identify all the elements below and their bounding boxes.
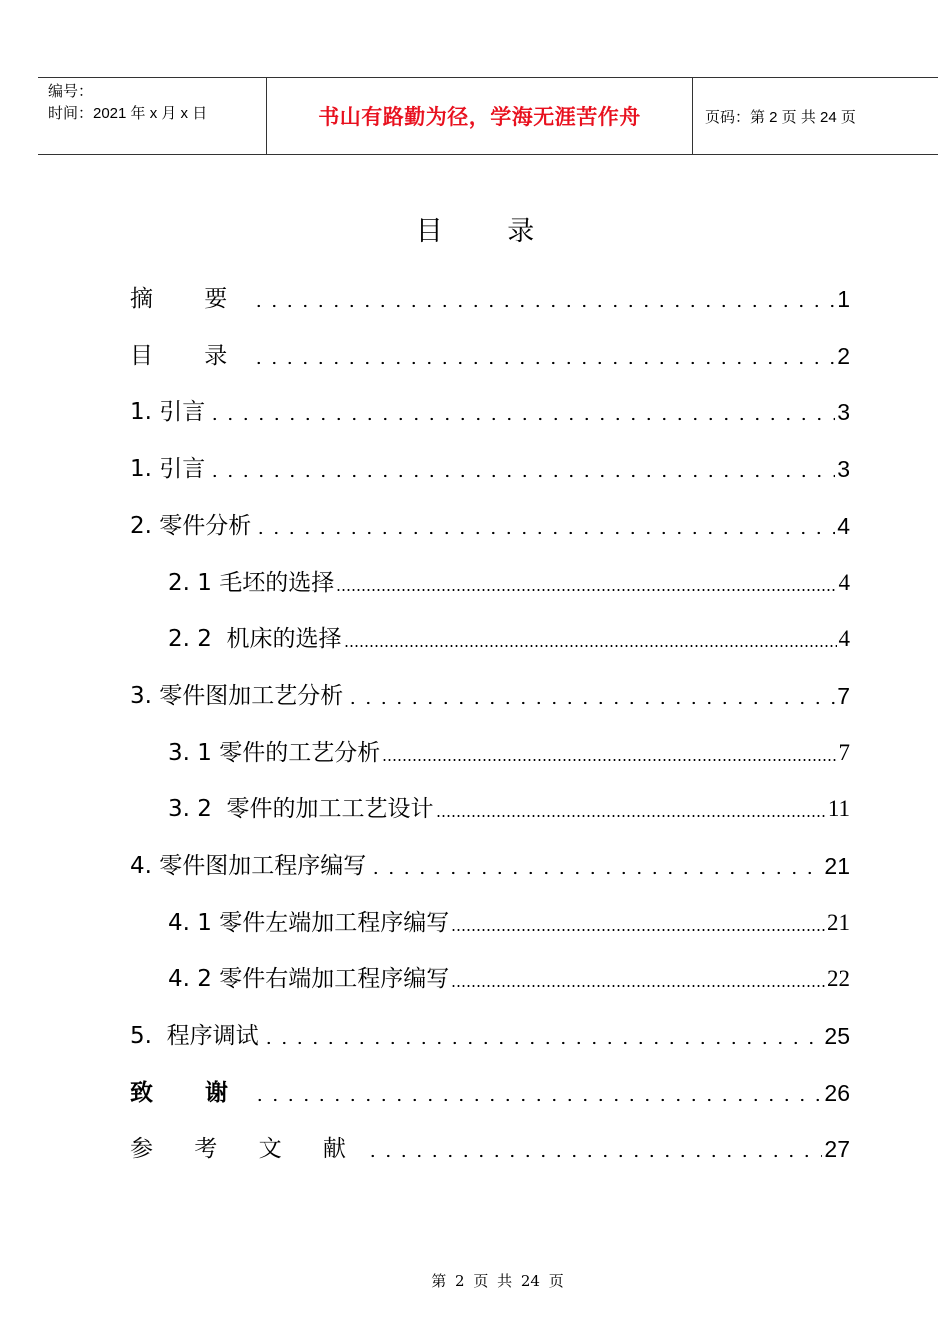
toc-dot-leader — [251, 361, 835, 365]
toc-entry-page: 4 — [838, 626, 850, 651]
toc-entry-label: 致 谢 — [130, 1080, 251, 1106]
toc-dot-leader — [365, 1154, 822, 1158]
toc-dot-leader — [336, 588, 836, 592]
header-meta — [38, 78, 267, 154]
toc-entry-label: 目 录 — [130, 343, 250, 369]
toc-dot-leader — [252, 1098, 822, 1102]
toc-entry-label: 摘 要 — [130, 286, 250, 312]
toc-entry-label: 3. 2 零件的加工工艺设计 — [168, 796, 434, 822]
toc-entry-blank-selection[interactable] — [168, 564, 850, 598]
page-footer: 第 2 页 共 24 页 — [431, 1272, 564, 1290]
toc-entry-contents[interactable] — [130, 337, 850, 371]
toc-entry-label: 2. 2 机床的选择 — [168, 626, 342, 652]
toc-entry-abstract[interactable] — [130, 280, 850, 314]
toc-dot-leader — [251, 304, 835, 308]
toc-dot-leader — [451, 984, 825, 988]
toc-dot-leader — [261, 1041, 823, 1045]
toc-entry-label: 3. 零件图加工艺分析 — [130, 683, 344, 709]
toc-entry-page: 27 — [824, 1136, 850, 1162]
toc-entry-process-analysis[interactable] — [130, 677, 850, 711]
toc-entry-page: 7 — [838, 740, 850, 765]
toc-dot-leader — [207, 417, 835, 421]
toc-entry-page: 3 — [837, 456, 850, 482]
toc-title: 目 录 — [415, 216, 563, 247]
document-number-label: 编号： — [48, 83, 94, 100]
toc-entry-page: 25 — [824, 1023, 850, 1049]
toc-entry-page: 26 — [824, 1080, 850, 1106]
toc-entry-right-end-programming[interactable] — [168, 960, 850, 994]
toc-entry-label: 4. 零件图加工程序编写 — [130, 853, 367, 879]
toc-entry-page: 11 — [827, 796, 850, 821]
toc-dot-leader — [368, 871, 822, 875]
toc-dot-leader — [436, 814, 826, 818]
toc-entry-acknowledgements[interactable] — [130, 1074, 850, 1108]
toc-entry-part-analysis[interactable] — [130, 507, 850, 541]
toc-entry-label: 2. 零件分析 — [130, 513, 252, 539]
toc-dot-leader — [345, 701, 835, 705]
toc-dot-leader — [253, 531, 835, 535]
page-header — [38, 77, 938, 155]
toc-entry-page: 4 — [838, 570, 850, 595]
toc-dot-leader — [344, 644, 837, 648]
toc-entry-label: 2. 1 毛坯的选择 — [168, 570, 335, 596]
toc-entry-page: 1 — [837, 286, 850, 312]
header-motto: 书山有路勤为径，学海无涯苦作舟 — [267, 78, 693, 154]
toc-entry-process-design[interactable] — [168, 790, 850, 824]
toc-entry-introduction-duplicate[interactable] — [130, 450, 850, 484]
toc-entry-page: 2 — [837, 343, 850, 369]
toc-entry-page: 21 — [824, 853, 850, 879]
toc-dot-leader — [451, 928, 825, 932]
toc-entry-label: 参 考 文 献 — [130, 1136, 363, 1162]
toc-dot-leader — [207, 474, 835, 478]
toc-entry-machine-selection[interactable] — [168, 620, 850, 654]
toc-entry-programming[interactable] — [130, 847, 850, 881]
toc-entry-left-end-programming[interactable] — [168, 904, 850, 938]
toc-entry-label: 1. 引言 — [130, 399, 206, 425]
toc-entry-label: 3. 1 零件的工艺分析 — [168, 740, 381, 766]
toc-entry-program-debugging[interactable] — [130, 1017, 850, 1051]
document-time-label: 时间：2021 年 x 月 x 日 — [48, 105, 208, 122]
toc-entry-page: 21 — [827, 910, 850, 935]
toc-entry-page: 22 — [827, 966, 850, 991]
toc-entry-part-process-analysis[interactable] — [168, 734, 850, 768]
toc-dot-leader — [382, 758, 836, 762]
toc-entry-references[interactable] — [130, 1130, 850, 1164]
header-page-info: 页码：第 2 页 共 24 页 — [705, 108, 856, 126]
toc-entry-page: 3 — [837, 399, 850, 425]
toc-entry-page: 7 — [837, 683, 850, 709]
toc-entry-label: 5. 程序调试 — [130, 1023, 259, 1049]
toc-entry-label: 1. 引言 — [130, 456, 206, 482]
toc-entry-label: 4. 1 零件左端加工程序编写 — [168, 910, 450, 936]
toc-entry-label: 4. 2 零件右端加工程序编写 — [168, 966, 450, 992]
toc-entry-introduction[interactable] — [130, 393, 850, 427]
toc-entry-page: 4 — [837, 513, 850, 539]
